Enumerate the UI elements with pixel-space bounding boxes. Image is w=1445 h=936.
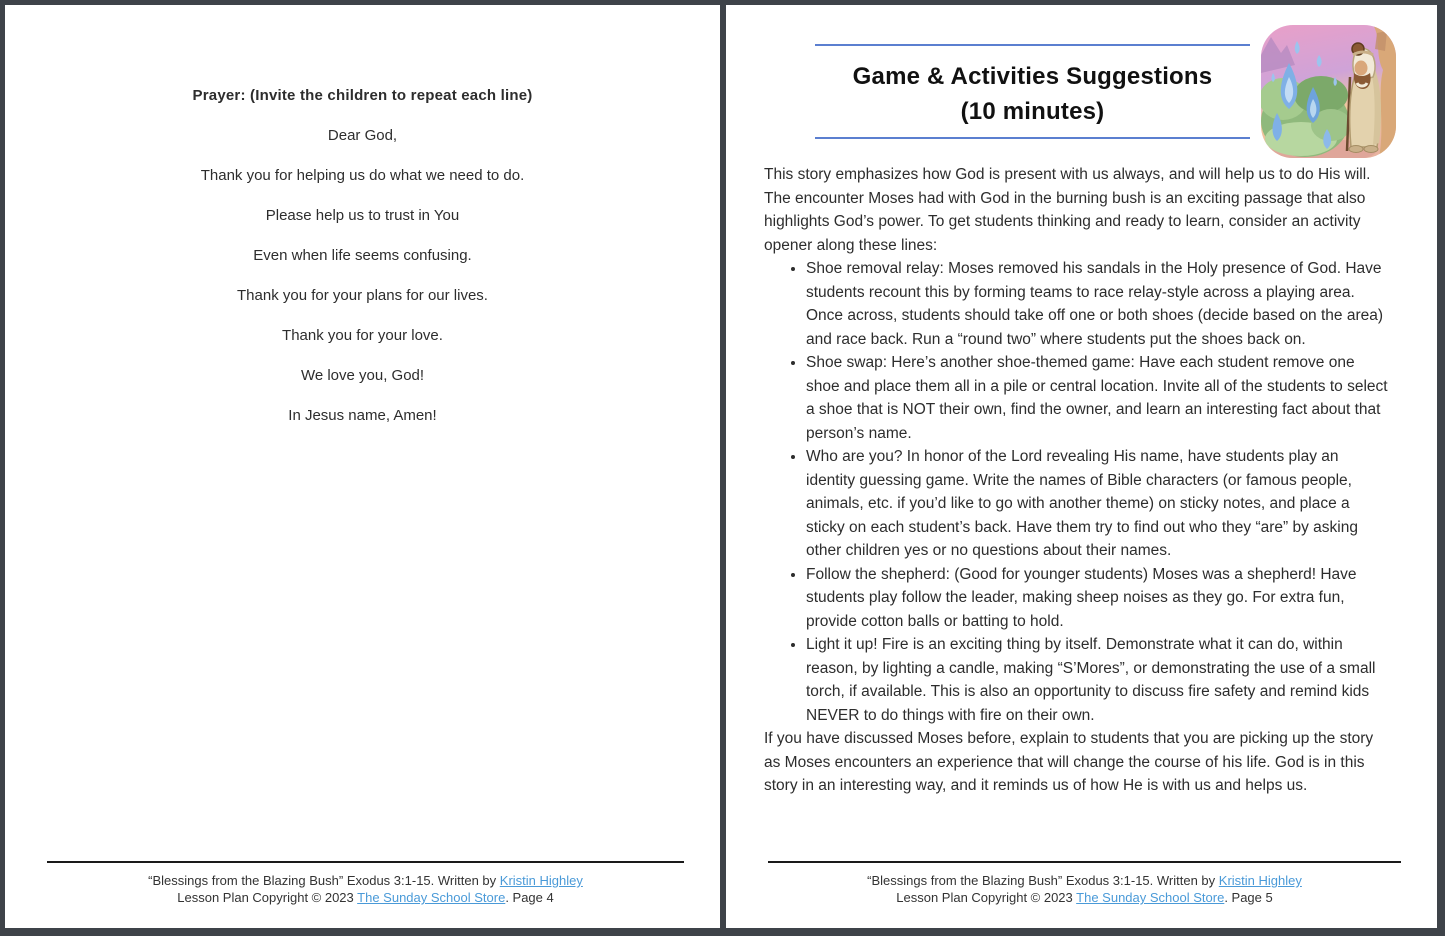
list-item-who-are-you: • Who are you? In honor of the Lord revealing His name, have students play an identity guessing game. Write the names of Bible characters (or famous people, animals, etc. if you’d like to go with another theme) on sticky notes, and place a sticky on each student’s back. Have them try to find out who they “are” by asking other children yes or no questions about their names. bbox=[806, 445, 1390, 563]
prayer-line: Even when life seems confusing. bbox=[253, 247, 472, 264]
store-link[interactable]: The Sunday School Store bbox=[1076, 890, 1225, 905]
page-title-line1: Game & Activities Suggestions bbox=[852, 63, 1213, 90]
list-item-follow-the-shepherd: • Follow the shepherd: (Good for younger students) Moses was a shepherd! Have students play follow the leader, making sheep noises as they go. For extra fun, provide cotton balls or batting to hold. bbox=[806, 563, 1390, 634]
document-page-5 bbox=[726, 5, 1437, 928]
footer-citation-text: “Blessings from the Blazing Bush” Exodus 3:1-15. Written by bbox=[148, 873, 500, 888]
list-item-shoe-removal-relay: • Shoe removal relay: Moses removed his sandals in the Holy presence of God. Have students recount this by forming teams to race relay-style across a playing area. Once across, students should take off one or both shoes (decide based on the area) and race back. Run a “round two” where students put the shoes back on. bbox=[806, 257, 1390, 351]
page-footer bbox=[47, 861, 684, 906]
prayer-heading: Prayer: (Invite the children to repeat each line) bbox=[192, 87, 533, 104]
footer-copyright-text: Lesson Plan Copyright © 2023 bbox=[177, 890, 358, 905]
list-item-shoe-swap: • Shoe swap: Here’s another shoe-themed game: Have each student remove one shoe and place them all in a pile or central location. Invite all of the students to select a shoe that is NOT their own, find the owner, and learn an interesting fact about that person’s name. bbox=[806, 351, 1390, 445]
page-footer bbox=[768, 861, 1401, 906]
moses-burning-bush-illustration bbox=[1261, 25, 1396, 158]
prayer-line: In Jesus name, Amen! bbox=[288, 407, 437, 424]
page-title-line2: (10 minutes) bbox=[960, 98, 1105, 125]
footer-divider bbox=[768, 861, 1401, 863]
header-rule-bottom bbox=[815, 137, 1250, 139]
prayer-line: Thank you for your plans for our lives. bbox=[237, 287, 488, 304]
footer-page-number: . Page 4 bbox=[505, 890, 554, 905]
footer-copyright-text: Lesson Plan Copyright © 2023 bbox=[896, 890, 1077, 905]
list-item-light-it-up: • Light it up! Fire is an exciting thing by itself. Demonstrate what it can do, within reason, by lighting a candle, making “S’Mores”, or demonstrating the use of a small torch, if available. This is also an opportunity to discuss fire safety and remind kids NEVER to do things with fire on their own. bbox=[806, 633, 1390, 727]
prayer-line: Thank you for helping us do what we need to do. bbox=[200, 167, 525, 184]
activities-list bbox=[764, 257, 1390, 727]
closing-paragraph: If you have discussed Moses before, explain to students that you are picking up the story as Moses encounters an experience that will change the course of his life. God is in this story in an interesting way, and it reminds us of how He is with us and helps us. bbox=[764, 730, 1374, 794]
prayer-line: Please help us to trust in You bbox=[265, 207, 460, 224]
store-link[interactable]: The Sunday School Store bbox=[357, 890, 506, 905]
intro-paragraph: This story emphasizes how God is present with us always, and will help us to do His will. The encounter Moses had with God in the burning bush is an exciting passage that also highlights God’s power. To get students thinking and ready to learn, consider an activity opener along these lines: bbox=[764, 166, 1371, 254]
section-header bbox=[726, 5, 1437, 163]
prayer-line: Dear God, bbox=[327, 127, 398, 144]
header-rule-top bbox=[815, 44, 1250, 46]
author-link[interactable]: Kristin Highley bbox=[499, 873, 583, 888]
page-title bbox=[815, 59, 1250, 129]
prayer-section bbox=[5, 5, 720, 424]
author-link[interactable]: Kristin Highley bbox=[1218, 873, 1302, 888]
footer-page-number: . Page 5 bbox=[1224, 890, 1273, 905]
document-page-4 bbox=[5, 5, 720, 928]
prayer-line: We love you, God! bbox=[300, 367, 425, 384]
footer-citation-text: “Blessings from the Blazing Bush” Exodus 3:1-15. Written by bbox=[867, 873, 1219, 888]
activities-section bbox=[764, 163, 1390, 798]
prayer-line: Thank you for your love. bbox=[282, 327, 443, 344]
footer-divider bbox=[47, 861, 684, 863]
